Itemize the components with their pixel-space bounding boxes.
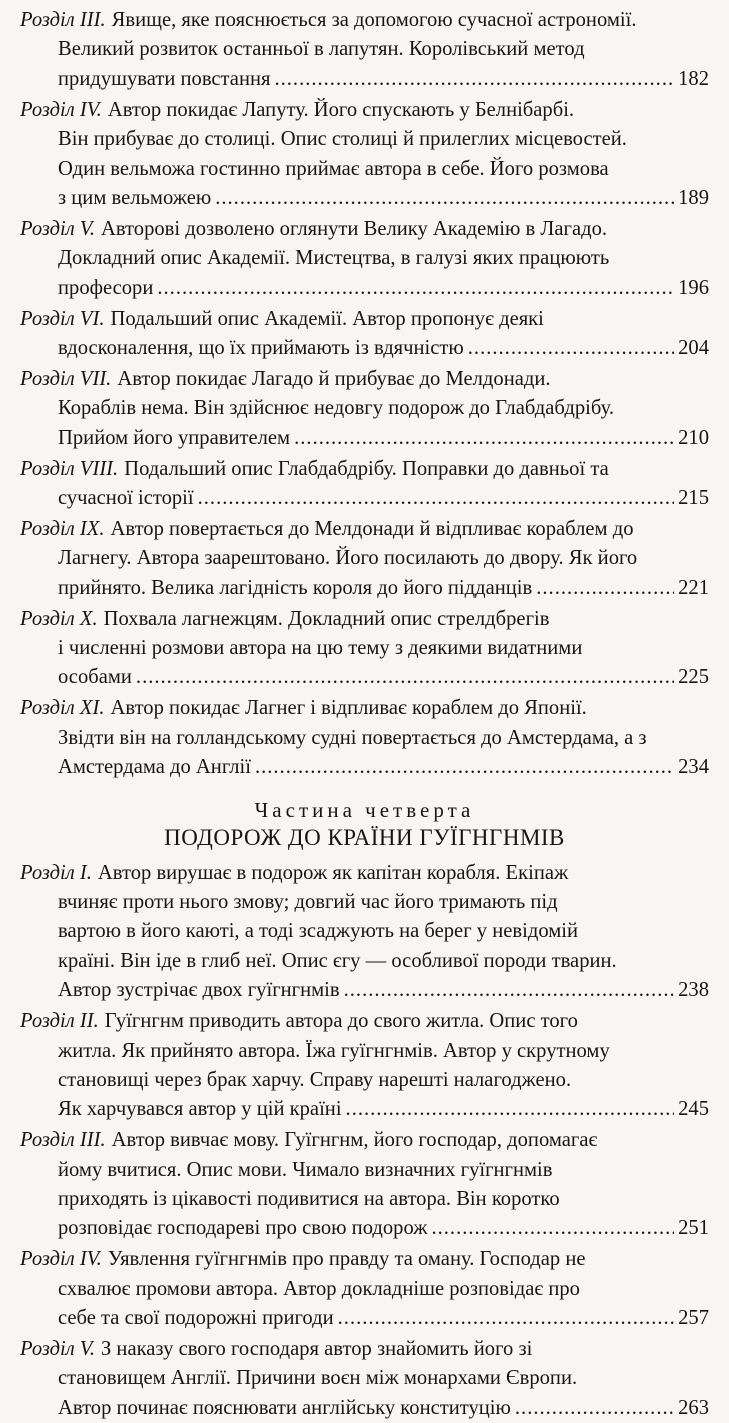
chapter-description: Похвала лагнежцям. Докладний опис стрелдбрегів xyxy=(103,607,550,630)
toc-entry-line xyxy=(20,125,709,154)
chapter-label: Розділ V. xyxy=(20,217,95,240)
toc-entry-line xyxy=(20,515,709,544)
toc-entry-line xyxy=(20,724,709,753)
chapter-description: Один вельможа гостинно приймає автора в себе. Його розмова xyxy=(58,157,609,180)
toc-entry-line xyxy=(20,574,709,603)
toc-entry xyxy=(20,694,709,782)
chapter-description: житла. Як прийнято автора. Їжа гуїгнгнмів. Автор у скрутному xyxy=(58,1039,610,1062)
toc-entry-line xyxy=(20,305,709,334)
toc-entry-line xyxy=(20,634,709,663)
dot-leader xyxy=(274,65,674,94)
dot-leader xyxy=(346,1095,675,1124)
chapter-description: йому вчитися. Опис мови. Чимало визначних гуїгнгнмів xyxy=(58,1158,553,1181)
toc-entry-line xyxy=(20,274,709,303)
toc-entry-line xyxy=(20,394,709,423)
chapter-label: Розділ X. xyxy=(20,607,98,630)
chapter-description: Автор покидає Лапуту. Його спускають у Белнібарбі. xyxy=(107,98,575,121)
page-number: 196 xyxy=(678,276,709,299)
chapter-description: Уявлення гуїгнгнмів про правду та оману. Господар не xyxy=(107,1248,586,1271)
toc-entry-line xyxy=(20,1275,709,1304)
chapter-description: Автор вирушає в подорож як капітан корабля. Екіпаж xyxy=(97,861,569,884)
chapter-description: особами xyxy=(58,666,132,689)
dot-leader xyxy=(198,484,674,513)
toc-entry-line xyxy=(20,976,709,1005)
toc-entry-line xyxy=(20,663,709,692)
chapter-description: Подальший опис Глабдабдрібу. Поправки до давньої та xyxy=(124,457,609,480)
dot-leader xyxy=(294,424,674,453)
toc-entry-line xyxy=(20,244,709,273)
chapter-description: приходять із цікавості подивитися на автора. Він коротко xyxy=(58,1188,560,1211)
toc-section-part4 xyxy=(20,859,709,1423)
dot-leader xyxy=(215,184,674,213)
dot-leader xyxy=(255,753,674,782)
toc-entry-line xyxy=(20,1394,709,1423)
dot-leader xyxy=(431,1214,674,1243)
page-number: 189 xyxy=(678,186,709,209)
page-number: 251 xyxy=(678,1217,709,1240)
part-number: Частина четверта xyxy=(254,797,475,822)
chapter-description: прийнято. Велика лагідність короля до його підданців xyxy=(58,576,533,599)
toc-entry xyxy=(20,365,709,453)
chapter-description: Прийом його управителем xyxy=(58,426,291,449)
dot-leader xyxy=(536,574,674,603)
toc-entry-line xyxy=(20,424,709,453)
toc-entry-line xyxy=(20,859,709,888)
chapter-label: Розділ I. xyxy=(20,861,92,884)
chapter-description: Звідти він на голландському судні повертається до Амстердама, а з xyxy=(58,726,647,749)
toc-entry-line xyxy=(20,1335,709,1364)
dot-leader xyxy=(515,1394,674,1423)
chapter-description: схвалює промови автора. Автор докладніше розповідає про xyxy=(58,1277,580,1300)
chapter-description: країні. Він іде в глиб неї. Опис єгу — особливої породи тварин. xyxy=(58,949,617,972)
toc-entry xyxy=(20,1126,709,1244)
chapter-description: і численні розмови автора на цю тему з деякими видатними xyxy=(58,637,583,660)
toc-entry-line xyxy=(20,365,709,394)
toc-entry-line xyxy=(20,917,709,946)
chapter-description: Подальший опис Академії. Автор пропонує деякі xyxy=(110,307,544,330)
chapter-label: Розділ III. xyxy=(20,1129,106,1152)
chapter-description: вчиняє проти нього змову; довгий час його тримають під xyxy=(58,890,558,913)
chapter-description: Кораблів нема. Він здійснює недовгу подорож до Глабдабдрібу. xyxy=(58,397,614,420)
chapter-description: себе та свої подорожні пригоди xyxy=(58,1307,334,1330)
toc-entry xyxy=(20,1335,709,1423)
dot-leader xyxy=(338,1304,674,1333)
chapter-description: Авторові дозволено оглянути Велику Академію в Лагадо. xyxy=(100,217,608,240)
page-number: 238 xyxy=(678,979,709,1002)
toc-entry xyxy=(20,605,709,693)
toc-entry xyxy=(20,1245,709,1333)
chapter-label: Розділ IX. xyxy=(20,517,105,540)
page-number: 257 xyxy=(678,1307,709,1330)
toc-entry-line xyxy=(20,65,709,94)
toc-entry xyxy=(20,6,709,94)
page-number: 263 xyxy=(678,1396,709,1419)
page-number: 234 xyxy=(678,756,709,779)
dot-leader xyxy=(136,663,674,692)
chapter-description: Гуїгнгнм приводить автора до свого житла. Опис того xyxy=(104,1010,578,1033)
toc-entry-line xyxy=(20,6,709,35)
toc-entry-line xyxy=(20,605,709,634)
chapter-description: професори xyxy=(58,276,154,299)
chapter-description: Автор починає пояснювати англійську конституцію xyxy=(58,1396,511,1419)
chapter-description: сучасної історії xyxy=(58,487,194,509)
page-number: 221 xyxy=(678,576,709,599)
page-number: 204 xyxy=(678,336,709,359)
toc-entry-line xyxy=(20,184,709,213)
chapter-label: Розділ IV. xyxy=(20,98,102,121)
chapter-description: Амстердама до Англії xyxy=(58,756,251,779)
toc-entry-line xyxy=(20,215,709,244)
toc-entry xyxy=(20,1007,709,1125)
toc-entry-line xyxy=(20,1126,709,1155)
toc-section-part3 xyxy=(20,6,709,783)
toc-entry-line xyxy=(20,544,709,573)
chapter-label: Розділ III. xyxy=(20,9,106,31)
toc-entry xyxy=(20,859,709,1006)
page-number: 210 xyxy=(678,426,709,449)
toc-entry-line xyxy=(20,455,709,484)
chapter-description: Явище, яке пояснюється за допомогою сучасної астрономії. xyxy=(111,9,637,31)
chapter-description: Як харчувався автор у цій країні xyxy=(58,1098,342,1121)
toc-entry-line xyxy=(20,1095,709,1124)
toc-entry-line xyxy=(20,334,709,363)
chapter-label: Розділ VIII. xyxy=(20,457,119,480)
chapter-description: З наказу свого господаря автор знайомить його зі xyxy=(100,1338,533,1361)
toc-entry-line xyxy=(20,1037,709,1066)
toc-entry-line xyxy=(20,753,709,782)
toc-entry-line xyxy=(20,1066,709,1095)
chapter-label: Розділ II. xyxy=(20,1010,99,1033)
toc-entry xyxy=(20,215,709,303)
chapter-label: Розділ VI. xyxy=(20,307,105,330)
chapter-description: розповідає господареві про свою подорож xyxy=(58,1217,428,1240)
page-number: 215 xyxy=(678,487,709,509)
dot-leader xyxy=(468,334,674,363)
dot-leader xyxy=(344,976,674,1005)
toc-entry-line xyxy=(20,1007,709,1036)
chapter-description: Автор покидає Лагадо й прибуває до Мелдонади. xyxy=(117,367,551,390)
page-number: 182 xyxy=(678,67,709,90)
chapter-description: Лагнегу. Автора заарештовано. Його посилають до двору. Як його xyxy=(58,547,638,570)
toc-entry-line xyxy=(20,1214,709,1243)
part-title: ПОДОРОЖ ДО КРАЇНИ ГУЇГНГНМІВ xyxy=(164,824,565,850)
toc-entry-line xyxy=(20,947,709,976)
chapter-description: вартою в його каюті, а тоді зсаджують на берег у невідомій xyxy=(58,920,579,943)
toc-entry-line xyxy=(20,1304,709,1333)
toc-entry-line xyxy=(20,1156,709,1185)
chapter-description: з цим вельможею xyxy=(58,186,212,209)
toc-entry-line xyxy=(20,1245,709,1274)
page-number: 225 xyxy=(678,666,709,689)
toc-entry-line xyxy=(20,694,709,723)
page-number: 245 xyxy=(678,1098,709,1121)
toc-entry-line xyxy=(20,484,709,513)
chapter-label: Розділ XI. xyxy=(20,697,105,720)
part-heading xyxy=(20,797,709,853)
toc-entry xyxy=(20,305,709,364)
chapter-description: Він прибуває до столиці. Опис столиці й прилеглих місцевостей. xyxy=(58,128,627,151)
chapter-description: становищем Англії. Причини воєн між монархами Європи. xyxy=(58,1367,578,1390)
dot-leader xyxy=(157,274,674,303)
chapter-label: Розділ V. xyxy=(20,1338,95,1361)
toc-entry xyxy=(20,455,709,514)
chapter-label: Розділ VII. xyxy=(20,367,112,390)
chapter-description: Автор зустрічає двох гуїгнгнмів xyxy=(58,979,340,1002)
toc-entry-line xyxy=(20,155,709,184)
toc-entry xyxy=(20,515,709,603)
chapter-description: Автор вивчає мову. Гуїгнгнм, його господар, допомагає xyxy=(111,1129,598,1152)
chapter-description: Докладний опис Академії. Мистецтва, в галузі яких працюють xyxy=(58,247,610,270)
chapter-description: вдосконалення, що їх приймають із вдячністю xyxy=(58,336,464,359)
chapter-description: Автор повертається до Мелдонади й відпливає кораблем до xyxy=(110,517,634,540)
chapter-description: становищі через брак харчу. Справу нарешті налагоджено. xyxy=(58,1068,572,1091)
toc-entry-line xyxy=(20,35,709,64)
chapter-label: Розділ IV. xyxy=(20,1248,102,1271)
toc-entry-line xyxy=(20,96,709,125)
toc-entry-line xyxy=(20,1364,709,1393)
chapter-description: придушувати повстання xyxy=(58,67,271,90)
chapter-description: Великий розвиток останньої в лапутян. Королівський метод xyxy=(58,38,585,61)
toc-entry-line xyxy=(20,888,709,917)
chapter-description: Автор покидає Лагнег і відпливає кораблем до Японії. xyxy=(110,697,587,720)
toc-entry xyxy=(20,96,709,214)
